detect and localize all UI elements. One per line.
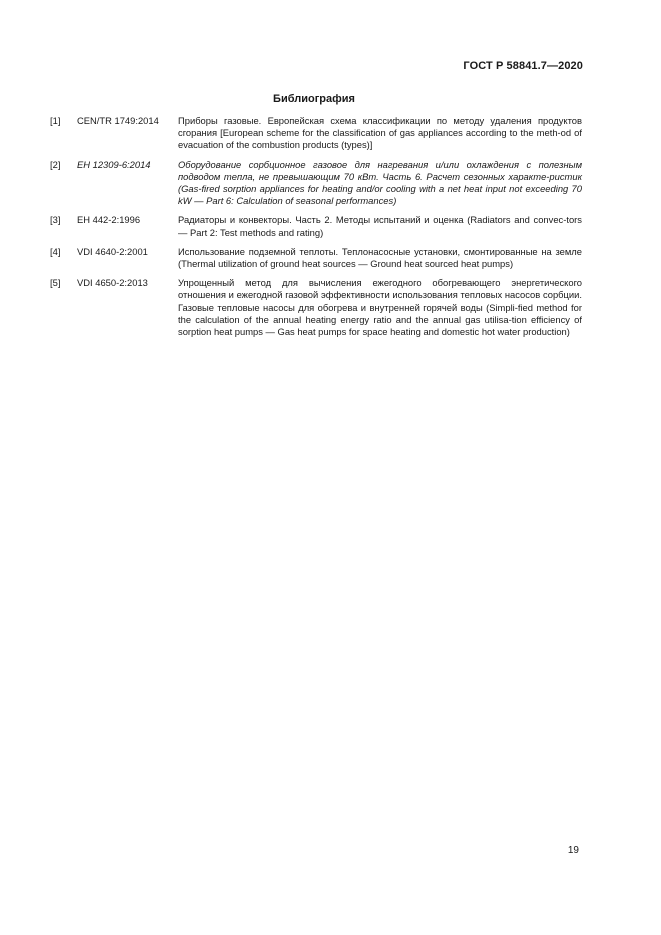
bibliography-entry bbox=[50, 115, 582, 152]
entry-code: VDI 4650-2:2013 bbox=[77, 277, 148, 289]
bibliography-title: Библиография bbox=[273, 93, 355, 105]
entry-number: [4] bbox=[50, 245, 61, 257]
bibliography-entry bbox=[50, 277, 582, 338]
document-standard-number: ГОСТ Р 58841.7—2020 bbox=[463, 60, 583, 72]
entry-number: [3] bbox=[50, 214, 61, 226]
entry-code: VDI 4640-2:2001 bbox=[77, 245, 148, 257]
bibliography-entry bbox=[50, 159, 582, 208]
entry-text: Использование подземной теплоты. Теплонасосные установки, смонтированные на земле (Thermal utilization of ground heat sources — Ground heat sourced heat pumps) bbox=[178, 245, 582, 270]
entry-code: ЕН 12309-6:2014 bbox=[77, 158, 151, 170]
bibliography-entry bbox=[50, 246, 582, 270]
bibliography-list bbox=[50, 115, 582, 345]
entry-text: Приборы газовые. Европейская схема классификации по методу удаления продуктов сгорания [European scheme for the classification of gas appliances according to the meth-od of evacuation of the combustion products (types)] bbox=[178, 115, 582, 151]
entry-number: [5] bbox=[50, 277, 61, 289]
page-number: 19 bbox=[567, 845, 579, 856]
entry-text: Оборудование сорбционное газовое для нагревания и/или охлаждения с полезным подводом тепла, не превышающим 70 кВт. Часть 6. Расчет сезонных характе-ристик (Gas-fired sorption appliances for heating and/or cooling with a net heat input not exceeding 70 kW — Part 6: Calculation of seasonal performances) bbox=[178, 158, 582, 207]
bibliography-entry bbox=[50, 214, 582, 238]
entry-text: Упрощенный метод для вычисления ежегодного обогревающего энергетического отношения и ежегодной газовой эффективности использования тепловых насосов сорбции. Газовые тепловые насосы для обогрева и внутренней горячей воды (Simpli-fied method for the calculation of the annual heating energy ratio and the annual gas utilisa-tion efficiency of sorption heat pumps — Gas heat pumps for space heating and domestic hot water production) bbox=[178, 277, 582, 338]
entry-number: [2] bbox=[50, 158, 61, 170]
entry-text: Радиаторы и конвекторы. Часть 2. Методы испытаний и оценка (Radiators and convec-tors — Part 2: Test methods and rating) bbox=[178, 214, 582, 238]
entry-number: [1] bbox=[50, 115, 61, 126]
entry-code: ЕН 442-2:1996 bbox=[77, 214, 141, 226]
entry-code: CEN/TR 1749:2014 bbox=[77, 115, 159, 126]
